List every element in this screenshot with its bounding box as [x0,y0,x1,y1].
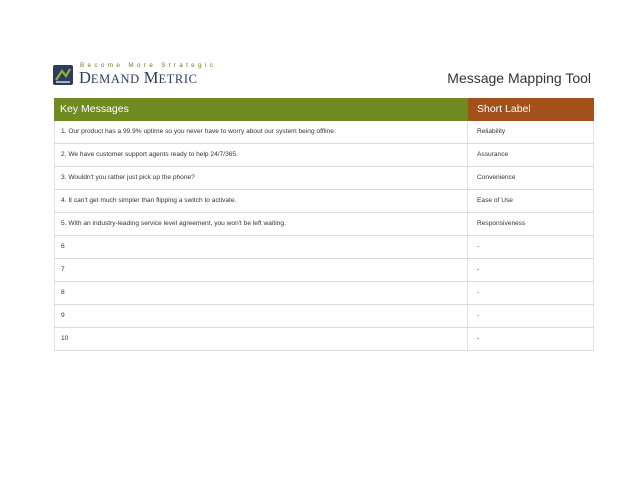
logo-wordmark [79,69,198,88]
table-row [54,144,594,167]
brand-letter-m: M [143,68,159,87]
short-label-cell[interactable]: Reliability [477,128,506,135]
logo-tagline: Become More Strategic [80,62,217,69]
key-message-cell[interactable]: 8 [55,282,468,304]
short-label-cell[interactable]: - [477,289,480,296]
key-message-cell[interactable]: 4. It can't get much simpler than flipping a switch to activate. [55,190,468,212]
message-mapping-table [54,98,594,351]
table-row [54,328,594,351]
short-label-cell[interactable]: - [477,335,480,342]
brand-word-etric: ETRIC [158,72,198,86]
key-message-cell[interactable]: 5. With an industry-leading service level agreement, you won't be left waiting. [55,213,468,235]
table-row [54,121,594,144]
key-message-cell[interactable]: 2. We have customer support agents ready to help 24/7/365. [55,144,468,166]
short-label-cell[interactable]: - [477,312,480,319]
key-message-cell[interactable]: 3. Wouldn't you rather just pick up the phone? [55,167,468,189]
table-header-row [54,98,594,121]
table-row [54,236,594,259]
column-header-key-messages: Key Messages [54,98,468,121]
key-message-cell[interactable]: 1. Our product has a 99.9% uptime so you never have to worry about our system being offline. [55,121,468,143]
table-row [54,305,594,328]
key-message-cell[interactable]: 7 [55,259,468,281]
table-row [54,167,594,190]
page-title: Message Mapping Tool [447,70,591,86]
key-message-cell[interactable]: 6 [55,236,468,258]
brand-word-emand: EMAND [90,72,140,86]
short-label-cell[interactable]: Assurance [477,151,509,158]
table-row [54,282,594,305]
key-message-cell[interactable]: 9 [55,305,468,327]
short-label-cell[interactable]: Responsiveness [477,220,526,227]
table-row [54,213,594,236]
short-label-cell[interactable]: - [477,266,480,273]
brand-letter-d: D [79,68,91,87]
short-label-cell[interactable]: Convenience [477,174,516,181]
short-label-cell[interactable]: - [477,243,480,250]
column-header-short-label: Short Label [468,98,594,121]
demand-metric-logo-icon [53,65,73,85]
table-row [54,259,594,282]
table-row [54,190,594,213]
key-message-cell[interactable]: 10 [55,328,468,350]
company-logo [53,61,253,91]
short-label-cell[interactable]: Ease of Use [477,197,513,204]
